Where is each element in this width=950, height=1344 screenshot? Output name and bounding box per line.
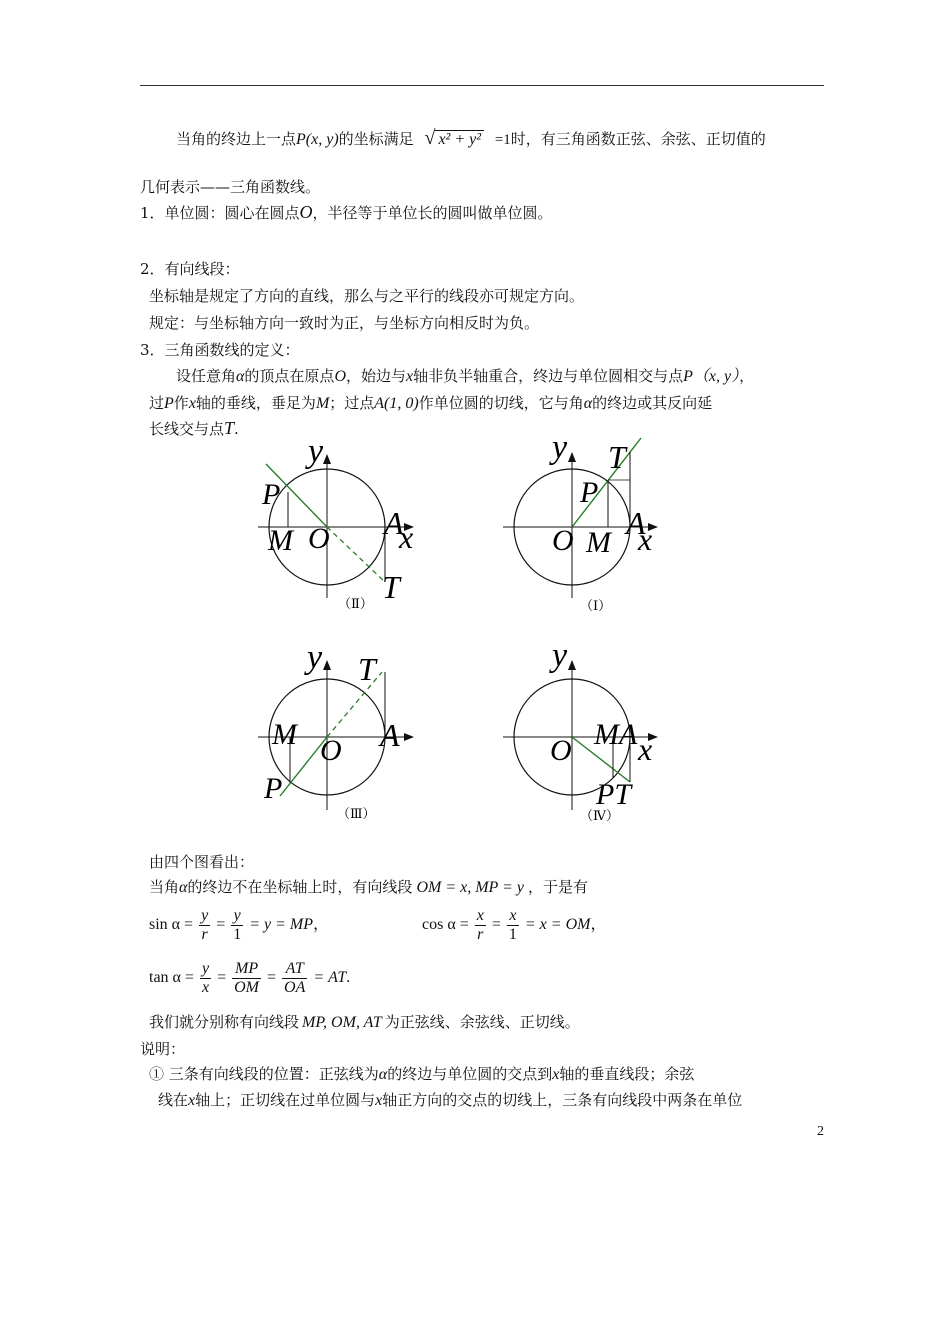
after-line-1: 由四个图看出： [149,853,255,871]
point-p: P(x, y) [296,131,339,148]
tan-formula: tan α = $\frac{y}{x}$ = $\frac{MP}{OM}$ = $\frac{AT}{OA}$ = AT. [149,960,351,996]
fig3-p: P [264,772,283,805]
fig1-x: x [638,521,653,557]
section-2-heading: 2．有向线段： [140,260,240,278]
section-3-heading: 3．三角函数线的定义： [140,341,300,359]
fig3-o: O [320,734,342,767]
sin-formula: sin α = $\frac{y}{r}$ = $\frac{y}{1}$ = y = MP， [149,907,330,943]
fig2-y: y [308,433,324,470]
fig1-o: O [552,524,574,557]
figure-ii [258,433,413,612]
fig2-o: O [308,522,330,555]
note-line-1: ① 三条有向线段的位置：正弦线为α的终边与单位圆的交点到x轴的垂直线段；余弦 [149,1065,695,1083]
fig4-x: x [638,731,653,767]
fig2-a: A [384,505,404,541]
cos-formula: cos α = $\frac{x}{r}$ = $\frac{x}{1}$ = x = OM， [422,907,607,943]
fig3-y: y [307,639,323,676]
fig3-caption: （Ⅲ） [337,807,376,822]
note-heading: 说明： [140,1040,186,1058]
fig2-caption: （Ⅱ） [338,597,373,612]
fig1-p: P [580,476,599,509]
note-line-2: 线在x轴上；正切线在过单位圆与x轴正方向的交点的切线上，三条有向线段中两条在单位 [158,1091,743,1109]
fig4-ma: MA [594,718,638,751]
intro-line-2: 几何表示——三角函数线。 [140,178,321,196]
figure-i [503,430,656,614]
figures [0,430,950,830]
fig2-m: M [268,524,293,557]
fig2-x: x [399,519,414,555]
fig1-a: A [626,505,646,541]
fig4-y: y [552,637,568,674]
fig4-pt: PT [596,778,632,811]
after-line-2: 当角α的终边不在坐标轴上时，有向线段 OM = x, MP = y ，于是有 [149,878,588,896]
fig4-o: O [550,734,572,767]
section-3-line-1: 设任意角α的顶点在原点O，始边与x轴非负半轴重合，终边与单位圆相交与点P（x, y）， [176,367,755,385]
fig3-t: T [358,651,376,687]
section-1: 1．单位圆：圆心在圆点O，半径等于单位长的圆叫做单位圆。 [140,202,553,222]
header-rule [140,85,824,86]
fig3-m: M [272,718,297,751]
fig1-y: y [552,430,568,466]
fig1-caption: （Ⅰ） [580,599,612,614]
section-2-line-2: 规定：与坐标轴方向一致时为正，与坐标方向相反时为负。 [149,314,540,332]
fig3-a: A [380,717,400,753]
naming-line: 我们就分别称有向线段 MP, OM, AT 为正弦线、余弦线、正切线。 [149,1013,580,1031]
page-number: 2 [817,1124,824,1139]
fig4-caption: （Ⅳ） [580,809,619,824]
section-3-line-2: 过P作x轴的垂线，垂足为M；过点A(1, 0)作单位圆的切线，它与角α的终边或其反向延 [149,394,713,412]
fig1-m: M [586,526,611,559]
fig2-t: T [382,569,400,605]
figure-iv [503,637,656,824]
intro-line-1: 当角的终边上一点P(x, y)的坐标满足 √ x² + y² =1时，有三角函数正弦、余弦、正切值的 [176,127,766,149]
figure-iii [258,639,412,822]
section-3-line-3: 长线交与点T. [149,418,239,438]
section-2-line-1: 坐标轴是规定了方向的直线，那么与之平行的线段亦可规定方向。 [149,287,585,305]
fig2-p: P [262,478,281,511]
radical: √ x² + y² [424,128,484,150]
fig1-t: T [608,439,626,475]
